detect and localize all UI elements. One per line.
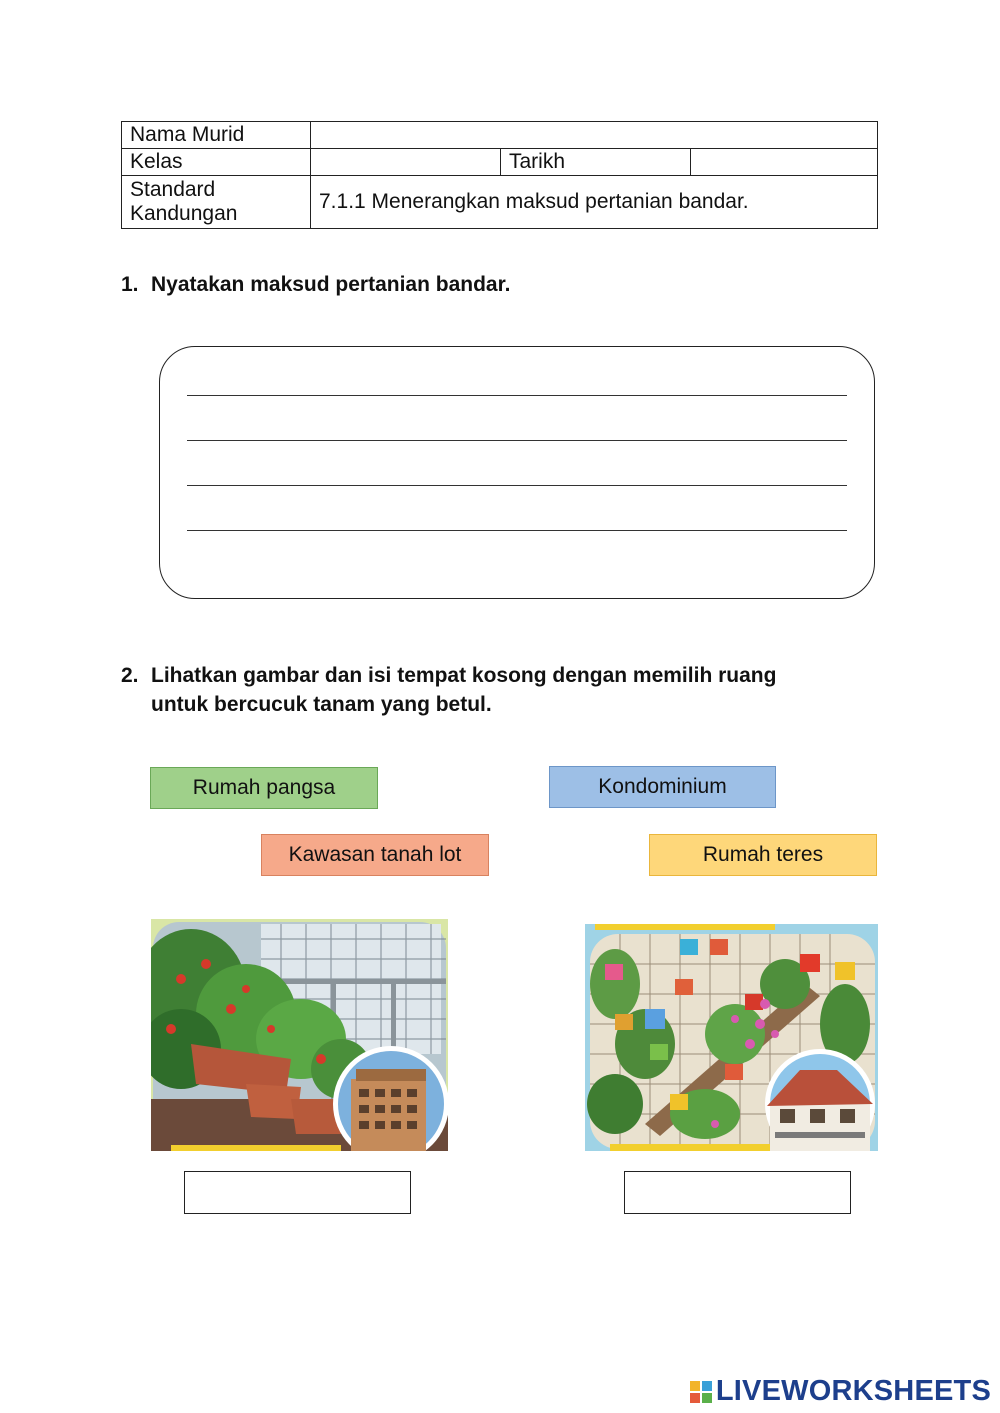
nama-murid-label: Nama Murid: [122, 122, 311, 149]
option-kawasan-tanah-lot[interactable]: Kawasan tanah lot: [261, 834, 489, 876]
student-info-table: [121, 121, 878, 229]
question-1: [121, 270, 881, 300]
option-rumah-pangsa[interactable]: Rumah pangsa: [150, 767, 378, 809]
tarikh-label: Tarikh: [501, 149, 691, 176]
answer-line[interactable]: [187, 530, 847, 531]
wall-garden-photo: [585, 924, 878, 1151]
nama-murid-field[interactable]: [311, 122, 878, 149]
kelas-label: Kelas: [122, 149, 311, 176]
option-rumah-teres[interactable]: Rumah teres: [649, 834, 877, 876]
question-2-text-line2: untuk bercucuk tanam yang betul.: [151, 693, 492, 716]
liveworksheets-logo: [690, 1375, 991, 1408]
option-kondominium[interactable]: Kondominium: [549, 766, 776, 808]
liveworksheets-logo-icon: [690, 1381, 712, 1403]
standard-kandungan-label: [122, 176, 311, 229]
liveworksheets-wordmark: LIVEWORKSHEETS: [715, 1375, 991, 1407]
tarikh-field[interactable]: [691, 149, 878, 176]
wall-garden-illustration: [585, 924, 878, 1151]
standard-label-line1: Standard: [130, 178, 216, 201]
kelas-field[interactable]: [311, 149, 501, 176]
answer-line[interactable]: [187, 440, 847, 441]
answer-field-left[interactable]: [184, 1171, 411, 1214]
answer-field-right[interactable]: [624, 1171, 851, 1214]
question-1-text: Nyatakan maksud pertanian bandar.: [151, 273, 511, 296]
answer-box[interactable]: [159, 346, 875, 599]
balcony-garden-photo: [151, 919, 448, 1151]
balcony-garden-illustration: [151, 919, 448, 1151]
answer-line[interactable]: [187, 395, 847, 396]
standard-kandungan-value: 7.1.1 Menerangkan maksud pertanian bandar.: [311, 176, 878, 229]
question-1-number: 1.: [121, 273, 139, 296]
question-2-text-line1: Lihatkan gambar dan isi tempat kosong dengan memilih ruang: [151, 664, 777, 687]
question-2-number: 2.: [121, 664, 139, 687]
question-2: [121, 661, 881, 721]
standard-label-line2: Kandungan: [130, 202, 238, 225]
answer-line[interactable]: [187, 485, 847, 486]
